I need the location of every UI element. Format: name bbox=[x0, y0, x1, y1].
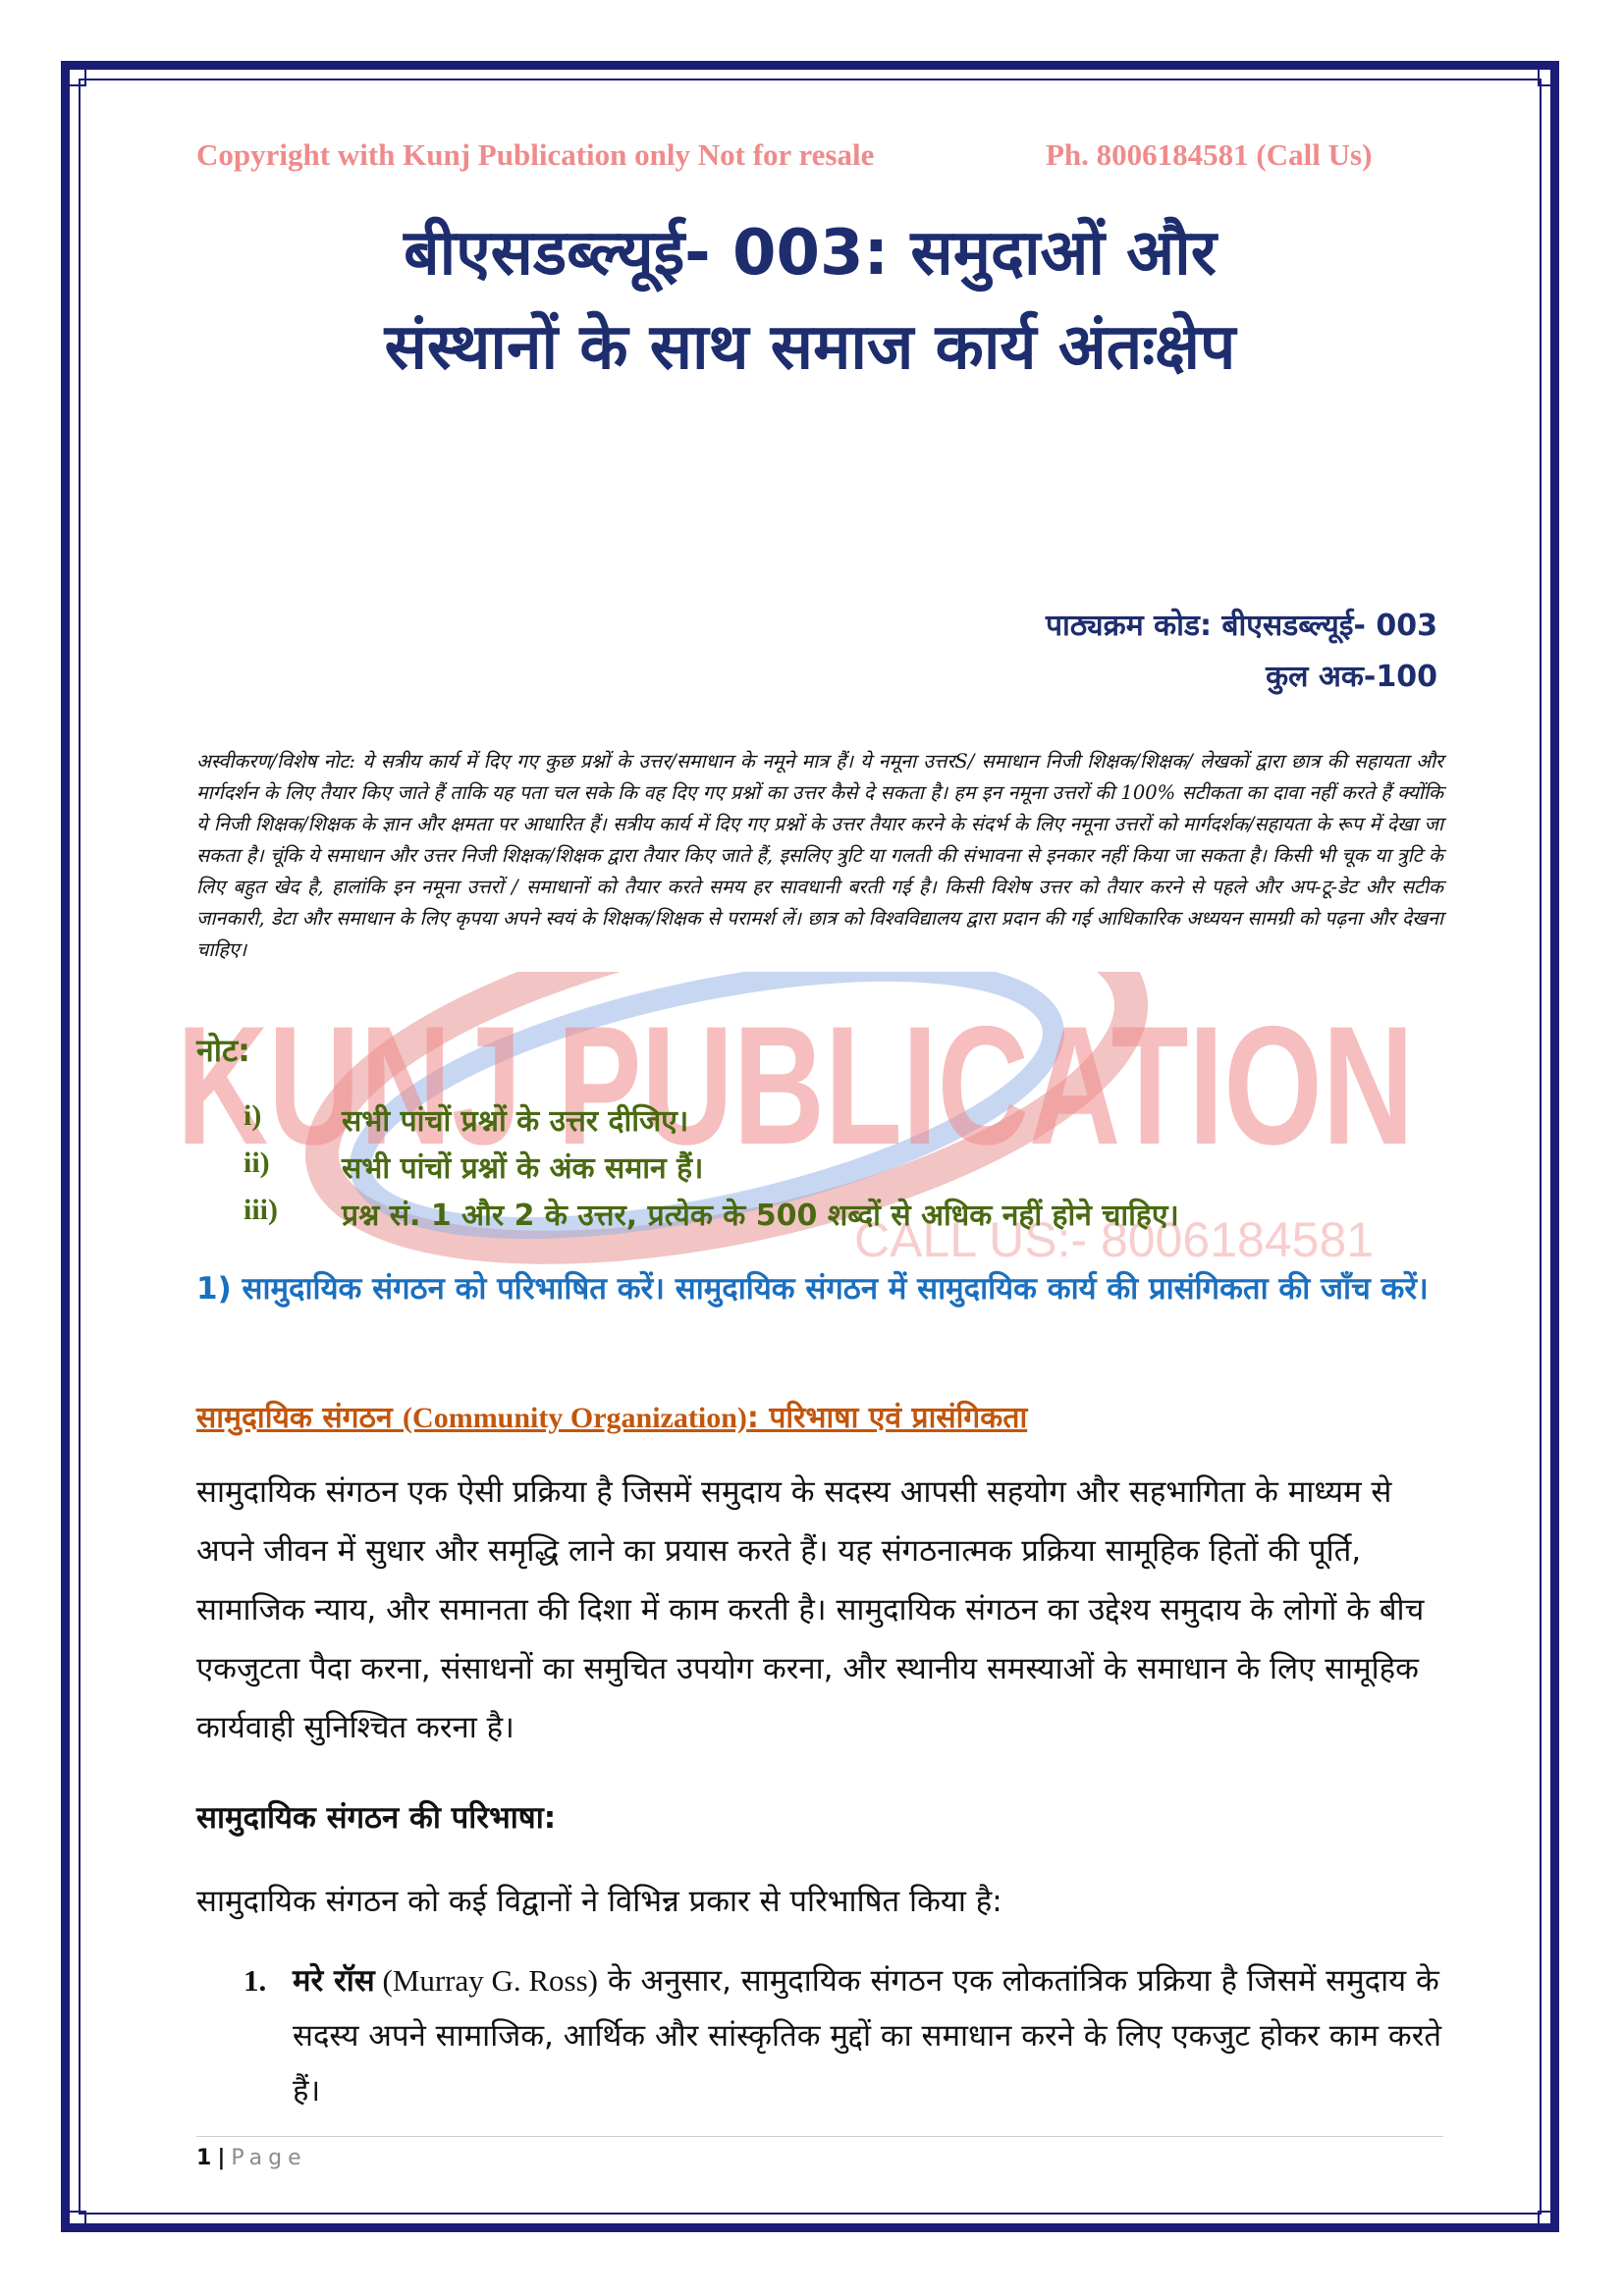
watermark-brand-text: KUNJ PUBLICATION bbox=[177, 991, 1414, 1180]
title-line-2: संस्थानों के साथ समाज कार्य अंतःक्षेप bbox=[384, 311, 1236, 384]
footer-separator: | bbox=[217, 2146, 226, 2170]
list-number: 1. bbox=[244, 1963, 267, 1998]
note-text: प्रश्न सं. 1 और 2 के उत्तर, प्रत्येक के 500 शब्दों से अधिक नहीं होने चाहिए। bbox=[342, 1199, 1179, 1233]
note-number: i) bbox=[244, 1099, 262, 1132]
copyright-header bbox=[196, 137, 1424, 173]
page-footer bbox=[196, 2146, 307, 2170]
note-text: सभी पांचों प्रश्नों के अंक समान हैं। bbox=[342, 1151, 704, 1186]
section-heading-tail: : परिभाषा एवं प्रासंगिकता bbox=[746, 1401, 1028, 1435]
total-marks: कुल अक-100 bbox=[1266, 660, 1437, 694]
corner-ornament bbox=[1538, 2211, 1559, 2232]
section-heading-hindi: सामुदायिक संगठन bbox=[196, 1401, 404, 1435]
note-list bbox=[244, 1099, 1471, 1241]
definition-intro: सामुदायिक संगठन को कई विद्वानों ने विभिन्न प्रकार से परिभाषित किया है: bbox=[196, 1884, 1002, 1919]
phone-text: Ph. 8006184581 (Call Us) bbox=[1046, 137, 1373, 172]
intro-paragraph: सामुदायिक संगठन एक ऐसी प्रक्रिया है जिसमें समुदाय के सदस्य आपसी सहयोग और सहभागिता के माध्यम से अपने जीवन में सुधार और समृद्धि लाने का प्रयास करते हैं। यह संगठनात्मक प्रक्रिया सामूहिक हितों की पूर्ति, सामाजिक न्याय, और समानता की दिशा में काम करती है। सामुदायिक संगठन का उद्देश्य समुदाय के लोगों के बीच एकजुटता पैदा करना, संसाधनों का समुचित उपयोग करना, और स्थानीय समस्याओं के समाधान के लिए सामूहिक कार्यवाही सुनिश्चित करना है। bbox=[196, 1474, 1425, 1745]
corner-ornament bbox=[65, 2211, 86, 2232]
definition-text: के अनुसार, सामुदायिक संगठन एक लोकतांत्रिक प्रक्रिया है जिसमें समुदाय के सदस्य अपने सामाजिक, आर्थिक और सांस्कृतिक मुद्दों का समाधान करने के लिए एकजुट होकर काम करते हैं। bbox=[293, 1963, 1442, 2109]
scholar-name-english: (Murray G. Ross) bbox=[374, 1963, 598, 1998]
note-item bbox=[244, 1099, 1471, 1147]
note-number: iii) bbox=[244, 1194, 278, 1226]
note-number: ii) bbox=[244, 1147, 270, 1179]
note-text: सभी पांचों प्रश्नों के उत्तर दीजिए। bbox=[342, 1104, 689, 1139]
footer-divider bbox=[196, 2136, 1443, 2137]
copyright-text: Copyright with Kunj Publication only Not for resale bbox=[196, 137, 875, 172]
section-heading-english: (Community Organization) bbox=[403, 1402, 747, 1434]
document-title bbox=[147, 206, 1473, 395]
watermark-call-text: CALL US:- 8006184581 bbox=[854, 1212, 1375, 1267]
corner-ornament bbox=[65, 65, 86, 86]
note-heading: नोट: bbox=[196, 1032, 250, 1069]
note-item bbox=[244, 1147, 1471, 1194]
course-code: पाठ्यक्रम कोड: बीएसडब्ल्यूई- 003 bbox=[1046, 609, 1437, 643]
page-number: 1 bbox=[196, 2146, 212, 2170]
page-label: Page bbox=[231, 2146, 307, 2170]
title-line-1: बीएसडब्ल्यूई- 003: समुदाओं और bbox=[404, 217, 1217, 290]
definition-list-item bbox=[244, 1953, 1451, 2118]
disclaimer-text: अस्वीकरण/विशेष नोट: ये सत्रीय कार्य में दिए गए कुछ प्रश्नों के उत्तर/समाधान के नमूने मात्र हैं। ये नमूना उत्तरS/ समाधान निजी शिक्षक/शिक्षक/ लेखकों द्वारा छात्र की सहायता और मार्गदर्शन के लिए तैयार किए जाते हैं ताकि यह पता चल सके कि वह दिए गए प्रश्नों का उत्तर कैसे दे सकता है। हम इन नमूना उत्तरों की 100% सटीकता का दावा नहीं करते हैं क्योंकि ये निजी शिक्षक/शिक्षक के ज्ञान और क्षमता पर आधारित हैं। सत्रीय कार्य में दिए गए प्रश्नों के उत्तर तैयार करने के संदर्भ के लिए नमूना उत्तरों को मार्गदर्शक/सहायता के रूप में देखा जा सकता है। चूंकि ये समाधान और उत्तर निजी शिक्षक/शिक्षक द्वारा तैयार किए जाते हैं, इसलिए त्रुटि या गलती की संभावना से इनकार नहीं किया जा सकता है। किसी भी चूक या त्रुटि के लिए बहुत खेद है, हालांकि इन नमूना उत्तरों / समाधानों को तैयार करते समय हर सावधानी बरती गई है। किसी विशेष उत्तर को तैयार करने से पहले और अप-टू-डेट और सटीक जानकारी, डेटा और समाधान के लिए कृपया अपने स्वयं के शिक्षक/शिक्षक से परामर्श लें। छात्र को विश्वविद्यालय द्वारा प्रदान की गई आधिकारिक अध्ययन सामग्री को पढ़ना और देखना चाहिए। bbox=[196, 750, 1443, 961]
definition-heading: सामुदायिक संगठन की परिभाषा: bbox=[196, 1800, 557, 1836]
note-item bbox=[244, 1194, 1471, 1241]
course-meta bbox=[1046, 601, 1437, 703]
question-1: 1) सामुदायिक संगठन को परिभाषित करें। सामुदायिक संगठन में सामुदायिक कार्य की प्रासंगिकता की जाँच करें। bbox=[196, 1271, 1429, 1307]
corner-ornament bbox=[1538, 65, 1559, 86]
section-heading bbox=[196, 1396, 1453, 1436]
scholar-name: मरे रॉस bbox=[293, 1963, 375, 1999]
